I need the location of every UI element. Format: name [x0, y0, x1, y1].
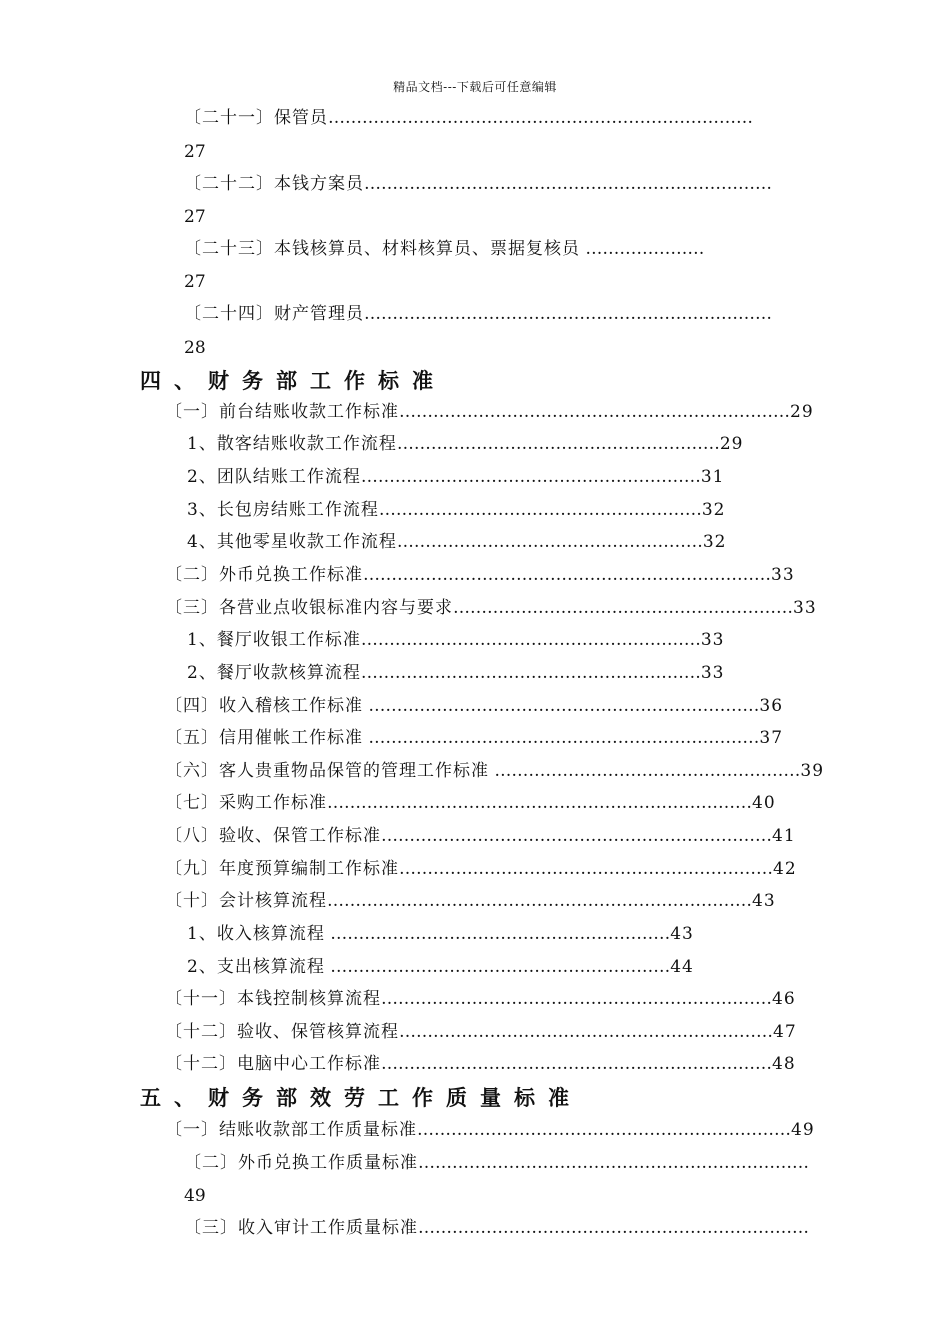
- toc-entry-label: 〔十二〕电脑中心工作标准: [165, 1054, 381, 1074]
- toc-leader-dots: ……………………………………………………: [360, 663, 701, 683]
- toc-entry-label: 〔二十二〕本钱方案员: [184, 174, 364, 194]
- toc-page-number: 47: [773, 1022, 797, 1042]
- toc-leader-dots: ………………………………………………………………: [363, 565, 771, 585]
- toc-leader-dots: …………………………………………………………: [399, 1022, 773, 1042]
- toc-leader-dots: ……………………………………………………: [324, 957, 671, 977]
- toc-entry[interactable]: [187, 955, 792, 979]
- toc-entry-label: 3、长包房结账工作流程: [187, 500, 379, 520]
- toc-leader-dots: ……………………………………………………: [360, 630, 701, 650]
- toc-page-number: 37: [759, 728, 784, 748]
- page-header: 精品文档---下载后可任意编辑: [393, 80, 557, 94]
- toc-entry[interactable]: [187, 628, 787, 652]
- toc-entry[interactable]: [165, 857, 810, 881]
- toc-leader-dots: ……………………………………………………………: [363, 696, 760, 716]
- toc-entry-label: 〔九〕年度预算编制工作标准: [165, 859, 399, 879]
- toc-page-number: 33: [700, 663, 725, 683]
- toc-entry[interactable]: [165, 1052, 810, 1076]
- toc-leader-dots: …………………………………………………………………: [327, 891, 752, 911]
- toc-entry-label: 2、团队结账工作流程: [187, 467, 361, 487]
- toc-entry[interactable]: [165, 1118, 815, 1142]
- toc-page-number: 28: [184, 338, 206, 358]
- toc-page-number: 36: [759, 696, 784, 716]
- toc-leader-dots: …………………………………………………: [396, 434, 720, 454]
- toc-leader-dots: ……………………………………………………………: [363, 728, 760, 748]
- section-heading[interactable]: 五、财务部效劳工作质量标准: [140, 1085, 582, 1110]
- toc-entry[interactable]: [184, 237, 810, 261]
- toc-leader-dots: ………………………………………………: [489, 761, 801, 781]
- toc-page-number: 27: [184, 272, 206, 292]
- toc-entry-label: 〔二十一〕保管员: [184, 108, 328, 128]
- toc-entry-label: 〔六〕客人贵重物品保管的管理工作标准: [165, 761, 489, 781]
- toc-entry-label: 〔二十三〕本钱核算员、材料核算员、票据复核员: [184, 239, 580, 259]
- toc-entry-label: 〔二〕外币兑换工作质量标准: [184, 1153, 418, 1173]
- toc-entry-label: 〔七〕采购工作标准: [165, 793, 327, 813]
- toc-entry[interactable]: [165, 889, 810, 913]
- toc-entry-label: 4、其他零星收款工作流程: [187, 532, 397, 552]
- toc-leader-dots: ……………………………………………………: [453, 598, 793, 618]
- toc-leader-dots: …………………………………………………………: [399, 859, 773, 879]
- toc-entry-label: 〔五〕信用催帐工作标准: [165, 728, 363, 748]
- toc-leader-dots: ……………………………………………………: [360, 467, 701, 487]
- toc-leader-dots: …………………………………………………………………: [327, 793, 752, 813]
- toc-entry-label: 〔十一〕本钱控制核算流程: [165, 989, 381, 1009]
- toc-entry[interactable]: [187, 922, 792, 946]
- toc-page-number: 29: [719, 434, 744, 454]
- toc-entry[interactable]: [165, 726, 810, 750]
- toc-page-number: 44: [670, 957, 694, 977]
- toc-entry-label: 〔三〕收入审计工作质量标准: [184, 1218, 418, 1238]
- toc-page-number: 46: [772, 989, 796, 1009]
- toc-leader-dots: …………………………………………………………: [417, 1120, 791, 1140]
- toc-page-number: 48: [772, 1054, 796, 1074]
- toc-entry-label: 〔二十四〕财产管理员: [184, 304, 364, 324]
- toc-entry[interactable]: [184, 172, 810, 196]
- toc-entry[interactable]: [187, 530, 787, 554]
- toc-leader-dots: ………………………………………………: [396, 532, 703, 552]
- toc-entry[interactable]: [184, 1216, 810, 1240]
- toc-entry[interactable]: [165, 987, 810, 1011]
- toc-leader-dots: ……………………………………………………………: [399, 402, 790, 422]
- toc-entry-label: 〔三〕各营业点收银标准内容与要求: [165, 598, 453, 618]
- toc-page-number: 43: [670, 924, 694, 944]
- toc-page-number: 49: [184, 1186, 206, 1206]
- toc-entry[interactable]: [187, 465, 787, 489]
- toc-leader-dots: …………………………………………………………………: [328, 108, 753, 128]
- toc-leader-dots: ……………………………………………………………: [381, 989, 772, 1009]
- toc-leader-dots: ………………………………………………………………: [364, 304, 772, 324]
- toc-entry-label: 1、散客结账收款工作流程: [187, 434, 397, 454]
- toc-entry-label: 〔十二〕验收、保管核算流程: [165, 1022, 399, 1042]
- toc-entry[interactable]: [165, 563, 810, 587]
- toc-page-number: 49: [791, 1120, 815, 1140]
- toc-leader-dots: ……………………………………………………………: [418, 1218, 809, 1238]
- toc-page-number: 31: [700, 467, 725, 487]
- toc-page-number: 40: [752, 793, 776, 813]
- toc-page-number: 43: [752, 891, 776, 911]
- toc-entry[interactable]: [165, 791, 810, 815]
- toc-entry-label: 〔八〕验收、保管工作标准: [165, 826, 381, 846]
- section-heading[interactable]: 四、财务部工作标准: [140, 368, 446, 393]
- toc-page-number: 41: [772, 826, 796, 846]
- toc-entry[interactable]: [187, 661, 787, 685]
- toc-leader-dots: ……………………………………………………: [324, 924, 671, 944]
- toc-entry[interactable]: [165, 694, 810, 718]
- toc-page-number: 32: [702, 532, 727, 552]
- toc-entry[interactable]: [187, 432, 787, 456]
- toc-entry[interactable]: [187, 498, 787, 522]
- toc-page-number: 27: [184, 142, 206, 162]
- toc-leader-dots: ……………………………………………………………: [418, 1153, 809, 1173]
- toc-entry-label: 〔一〕前台结账收款工作标准: [165, 402, 399, 422]
- toc-entry[interactable]: [184, 302, 810, 326]
- toc-page-number: 32: [701, 500, 726, 520]
- toc-entry[interactable]: [165, 1020, 810, 1044]
- toc-entry-label: 1、收入核算流程: [187, 924, 325, 944]
- toc-entry[interactable]: [184, 1151, 810, 1175]
- toc-page-number: 29: [790, 402, 814, 422]
- toc-entry[interactable]: [165, 400, 814, 424]
- toc-entry-label: 2、餐厅收款核算流程: [187, 663, 361, 683]
- toc-page-number: 33: [793, 598, 817, 618]
- toc-entry[interactable]: [165, 596, 817, 620]
- toc-page-number: 33: [700, 630, 725, 650]
- toc-page-number: 42: [773, 859, 797, 879]
- toc-entry-label: 〔一〕结账收款部工作质量标准: [165, 1120, 417, 1140]
- toc-page-number: 27: [184, 207, 206, 227]
- toc-leader-dots: ……………………………………………………………: [381, 1054, 772, 1074]
- toc-entry-label: 〔四〕收入稽核工作标准: [165, 696, 363, 716]
- toc-entry-label: 2、支出核算流程: [187, 957, 325, 977]
- toc-entry-label: 1、餐厅收银工作标准: [187, 630, 361, 650]
- toc-entry[interactable]: [184, 106, 810, 130]
- toc-page-number: 39: [800, 761, 825, 781]
- toc-leader-dots: …………………: [580, 239, 705, 259]
- toc-leader-dots: ………………………………………………………………: [364, 174, 772, 194]
- toc-page-number: 33: [771, 565, 795, 585]
- toc-entry[interactable]: [165, 824, 810, 848]
- toc-leader-dots: …………………………………………………: [378, 500, 702, 520]
- toc-leader-dots: ……………………………………………………………: [381, 826, 772, 846]
- toc-entry[interactable]: [165, 759, 825, 783]
- toc-entry-label: 〔十〕会计核算流程: [165, 891, 327, 911]
- toc-entry-label: 〔二〕外币兑换工作标准: [165, 565, 363, 585]
